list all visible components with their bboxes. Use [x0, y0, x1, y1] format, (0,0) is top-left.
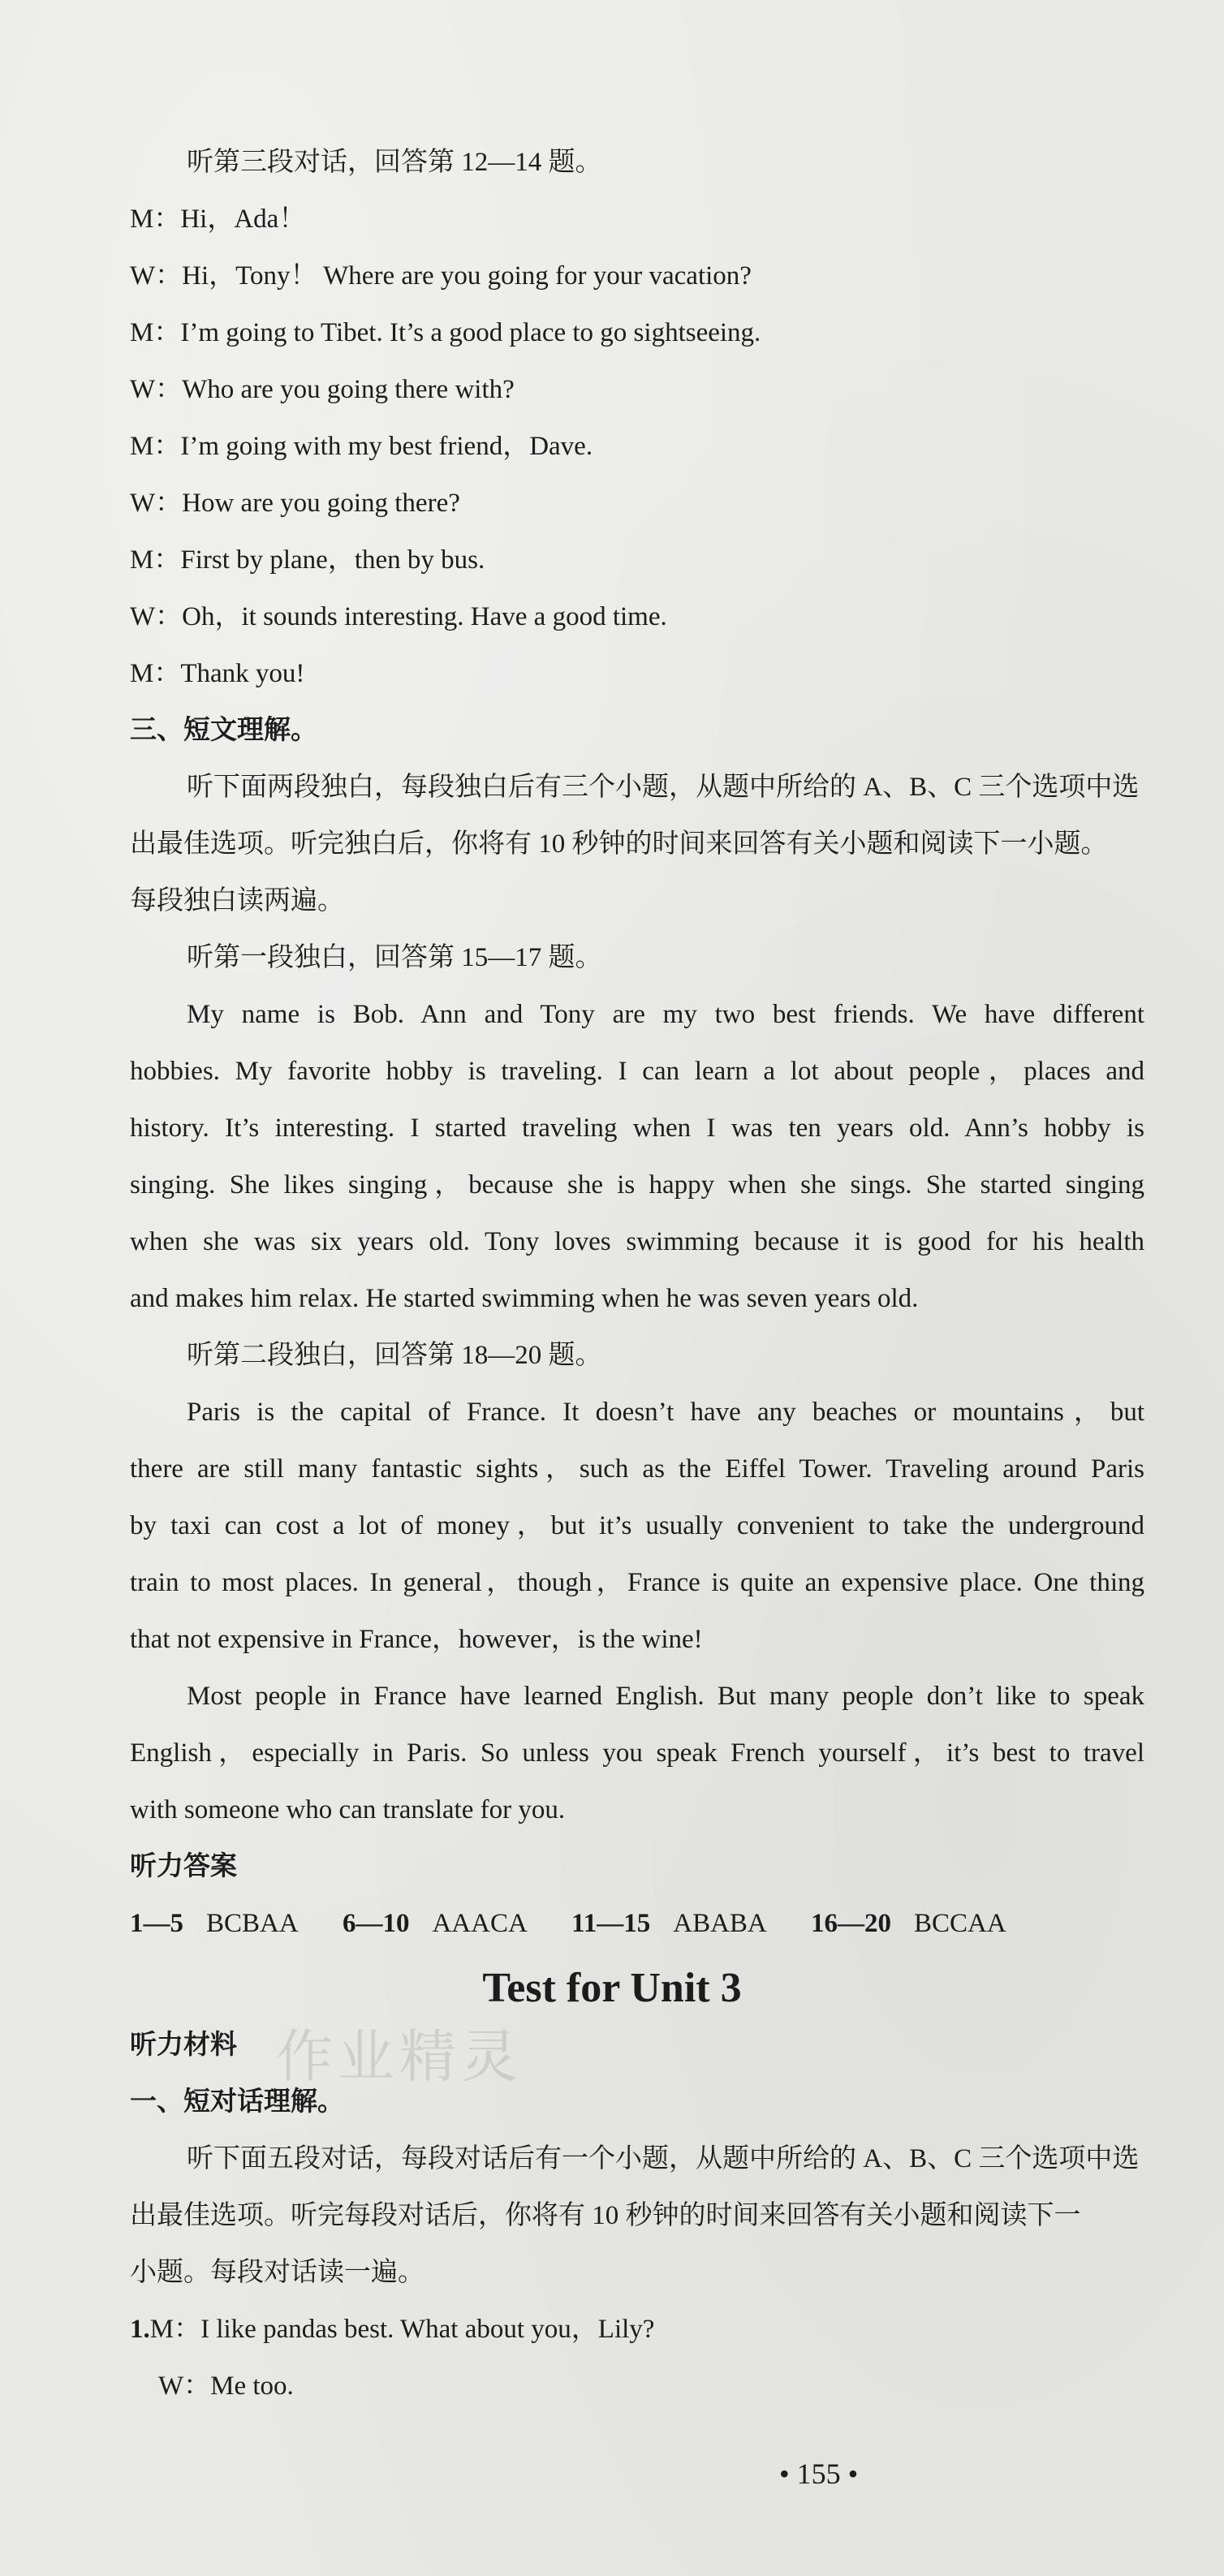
dialogue-line: W：How are you going there?	[130, 489, 460, 518]
part1-instruction: 小题。每段对话读一遍。	[130, 2258, 425, 2287]
dialogue-line: M：Thank you!	[130, 659, 305, 688]
monologue1-line: history. It’s interesting. I started traveling when I was ten years old. Ann’s hobby is	[130, 1114, 1144, 1143]
answer-group	[811, 1909, 1006, 1938]
answer-value: BCBAA	[206, 1909, 299, 1938]
answer-range: 11—15	[571, 1909, 651, 1938]
dialogue-line: M：I’m going to Tibet. It’s a good place to go sightseeing.	[130, 318, 761, 347]
dialogue-line: M：First by plane，then by bus.	[130, 545, 485, 575]
dialogue-line: W：Oh，it sounds interesting. Have a good time.	[130, 602, 667, 631]
monologue2-line: English，especially in Paris. So unless you speak French yourself，it’s best to travel	[130, 1738, 1144, 1768]
listening-materials-title: 听力材料	[130, 2031, 237, 2060]
monologue2-line: train to most places. In general，though，France is quite an expensive place. One thing	[130, 1568, 1144, 1597]
monologue2-line: with someone who can translate for you.	[130, 1795, 566, 1824]
answer-group	[343, 1909, 528, 1938]
answer-range: 1—5	[130, 1909, 183, 1938]
dialogue-line: M：I like pandas best. What about you，Lily?	[149, 2315, 655, 2344]
answer-range: 6—10	[342, 1909, 410, 1938]
monologue2-line: by taxi can cost a lot of money，but it’s usually convenient to take the underground	[130, 1511, 1144, 1540]
monologue2-line: there are still many fantastic sights，such as the Eiffel Tower. Traveling around Paris	[130, 1454, 1144, 1484]
answer-value: AAACA	[432, 1909, 528, 1938]
answers-title: 听力答案	[130, 1852, 237, 1881]
answer-group	[130, 1909, 299, 1938]
monologue1-line: hobbies. My favorite hobby is traveling. I can learn a lot about people，places and	[130, 1057, 1144, 1086]
watermark: 作业精灵	[276, 2023, 523, 2090]
monologue1-line: singing. She likes singing，because she is happy when she sings. She started singing	[130, 1170, 1144, 1200]
part1-title: 一、短对话理解。	[130, 2087, 344, 2117]
monologue2-line: Paris is the capital of France. It doesn’t have any beaches or mountains，but	[187, 1398, 1144, 1427]
answer-key	[130, 1906, 1044, 1941]
question-1	[130, 2311, 654, 2347]
monologue2-line: Most people in France have learned English. But many people don’t like to speak	[187, 1682, 1144, 1711]
answer-value: ABABA	[673, 1909, 767, 1938]
dialogue3-instruction: 听第三段对话，回答第 12—14 题。	[187, 148, 602, 177]
answer-value: BCCAA	[914, 1909, 1006, 1938]
part3-title: 三、短文理解。	[130, 716, 317, 745]
unit3-heading: Test for Unit 3	[482, 1965, 742, 2011]
answer-group	[571, 1909, 767, 1938]
part3-instruction: 出最佳选项。听完独白后，你将有 10 秒钟的时间来回答有关小题和阅读下一小题。	[130, 829, 1108, 859]
dialogue-line: W：Who are you going there with?	[130, 375, 515, 404]
monologue1-line: My name is Bob. Ann and Tony are my two best friends. We have different	[187, 1000, 1144, 1029]
dialogue-line: W：Me too.	[158, 2371, 294, 2401]
monologue1-line: when she was six years old. Tony loves swimming because it is good for his health	[130, 1227, 1144, 1256]
part1-instruction: 听下面五段对话，每段对话后有一个小题，从题中所给的 A、B、C 三个选项中选	[187, 2144, 1140, 2173]
part3-instruction: 每段独白读两遍。	[130, 886, 344, 915]
monologue1-instruction: 听第一段独白，回答第 15—17 题。	[187, 943, 602, 972]
monologue2-line: that not expensive in France，however，is the wine!	[130, 1625, 703, 1654]
answer-range: 16—20	[811, 1909, 892, 1938]
dialogue-line: M：I’m going with my best friend，Dave.	[130, 432, 593, 461]
question-number: 1.	[130, 2315, 150, 2344]
dialogue-line: W：Hi，Tony！ Where are you going for your vacation?	[130, 261, 752, 291]
part3-instruction: 听下面两段独白，每段独白后有三个小题，从题中所给的 A、B、C 三个选项中选	[187, 773, 1140, 802]
monologue1-line: and makes him relax. He started swimming when he was seven years old.	[130, 1284, 919, 1313]
page-number: • 155 •	[779, 2458, 859, 2490]
part1-instruction: 出最佳选项。听完每段对话后，你将有 10 秒钟的时间来回答有关小题和阅读下一	[130, 2201, 1081, 2230]
dialogue-line: M：Hi，Ada！	[130, 205, 306, 234]
monologue2-instruction: 听第二段独白，回答第 18—20 题。	[187, 1341, 602, 1370]
